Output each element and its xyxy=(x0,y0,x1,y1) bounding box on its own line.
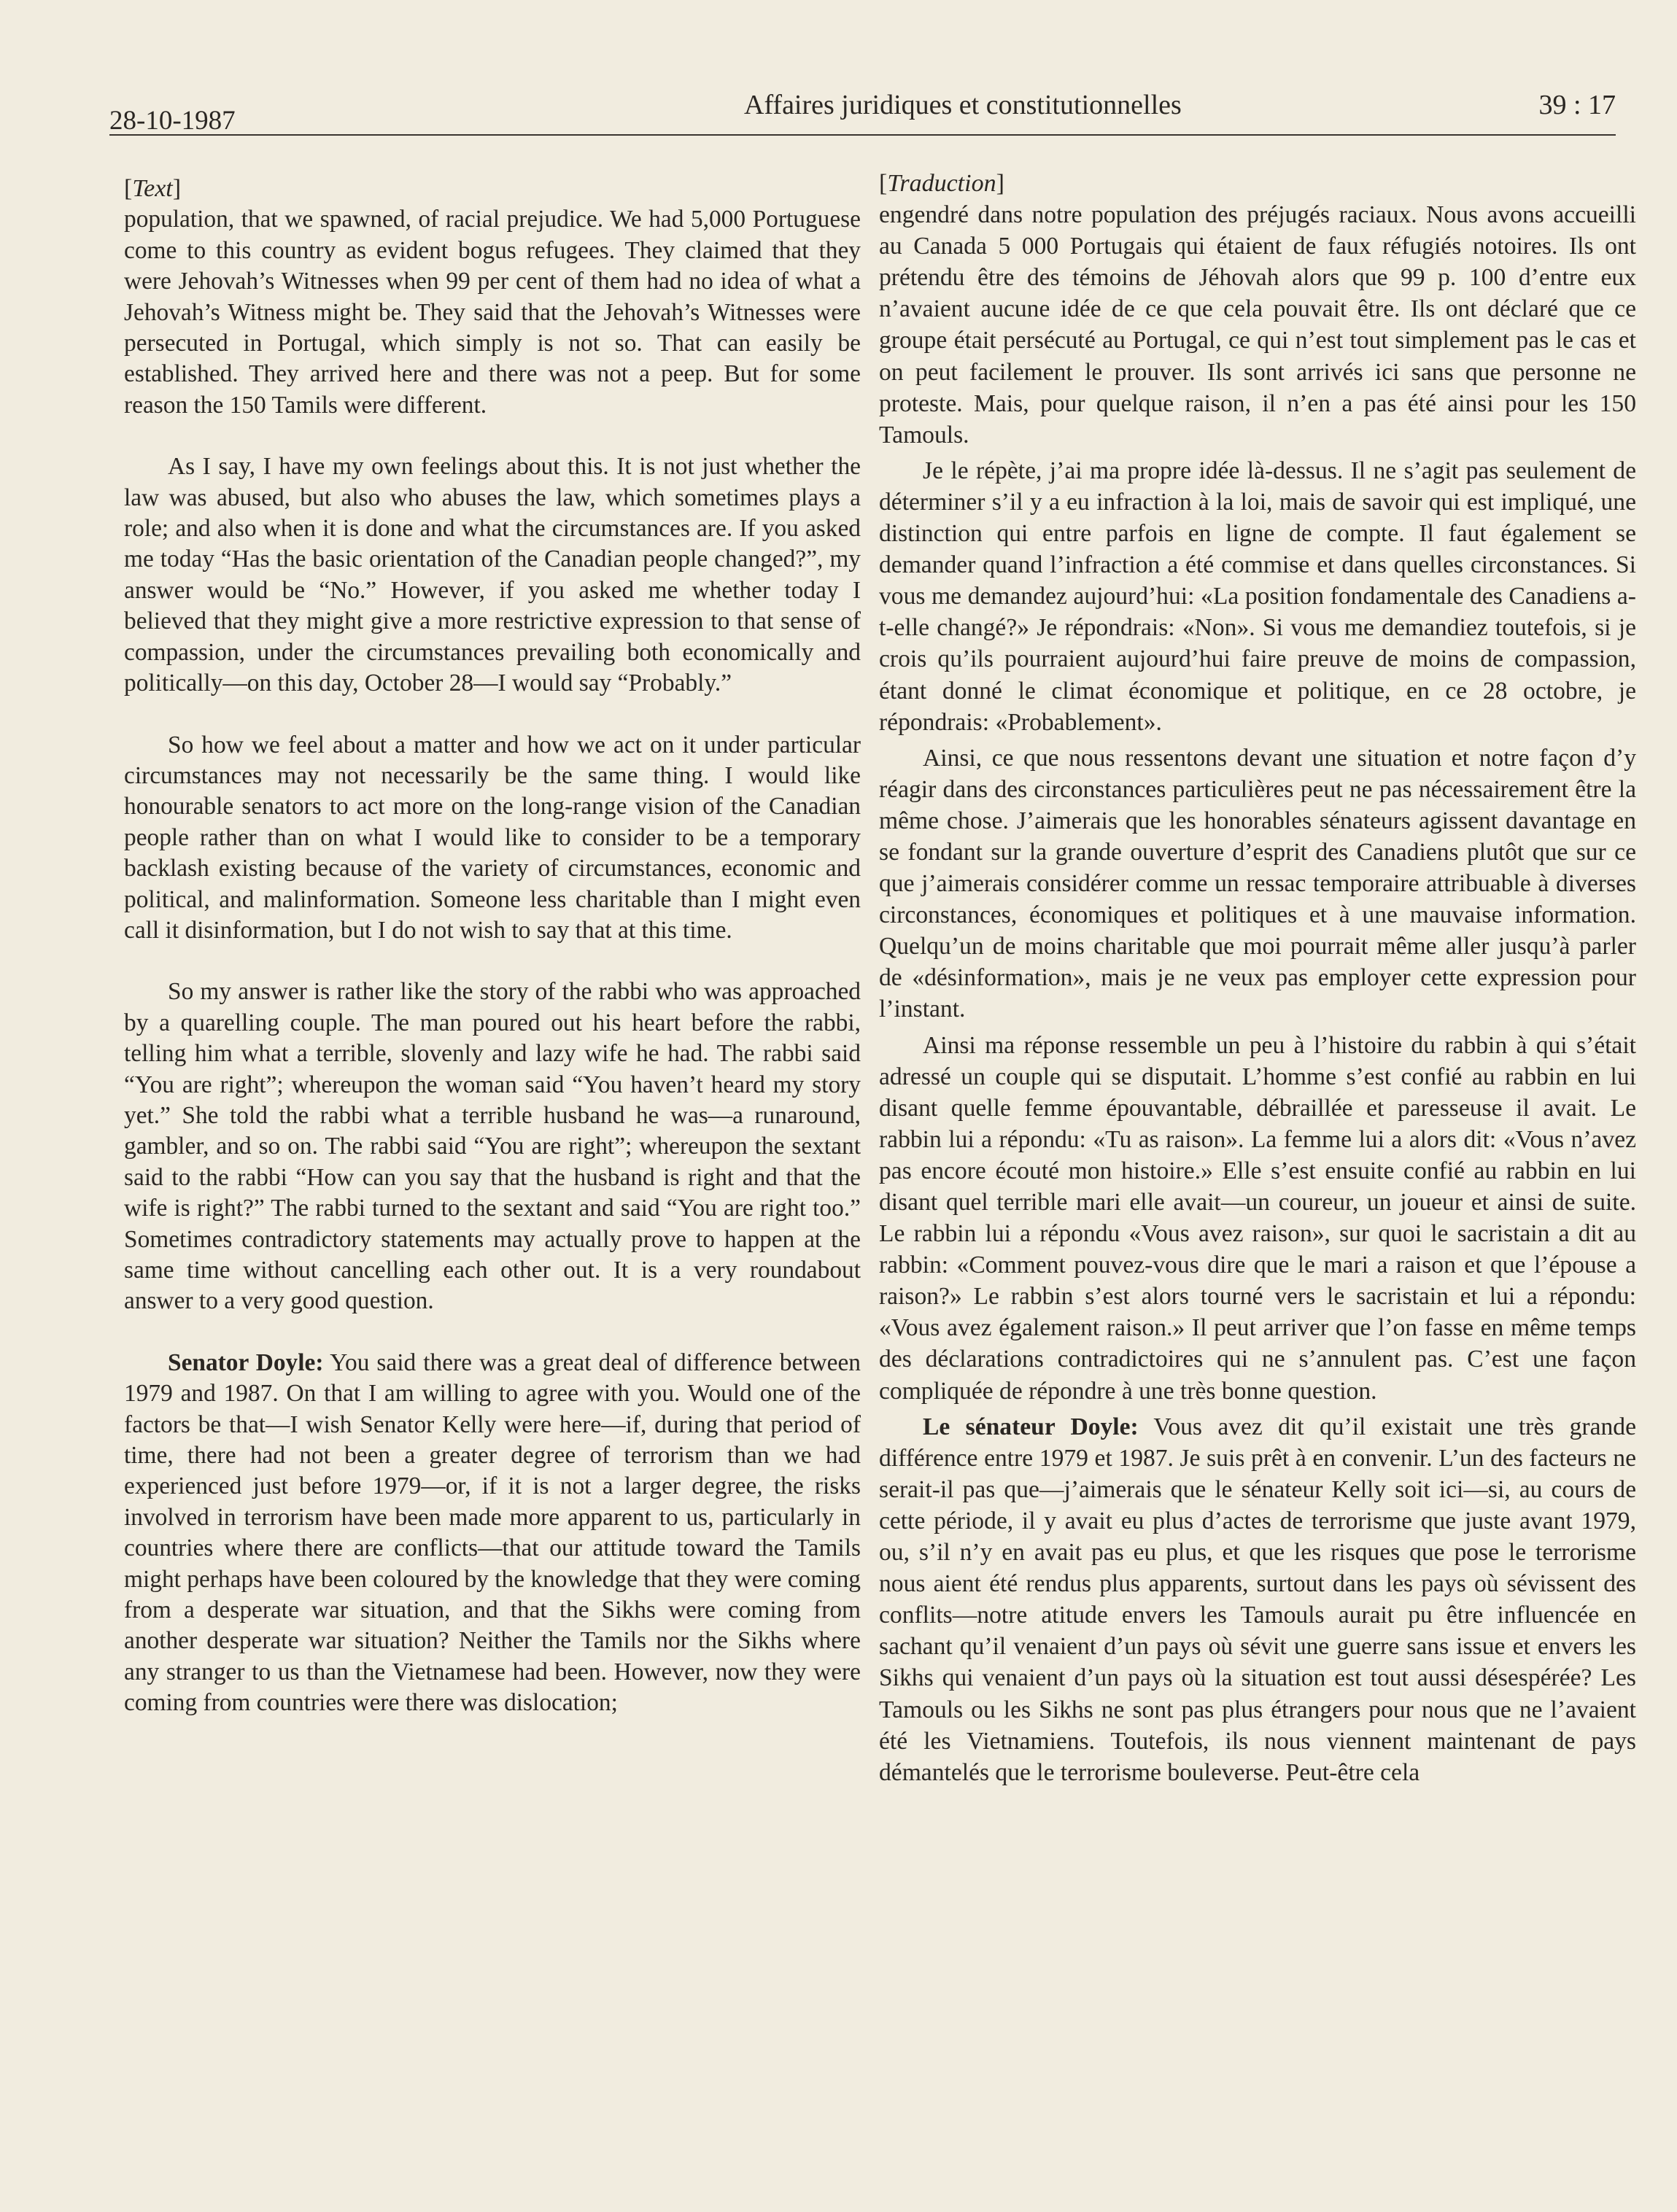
section-tag-traduction: [Traduction] xyxy=(879,170,1004,197)
speaker-name: Senator Doyle: xyxy=(168,1348,324,1376)
french-column xyxy=(879,168,1636,1788)
section-tag-text: [Text] xyxy=(124,175,182,202)
header-page-number: 39 : 17 xyxy=(1538,90,1616,120)
paragraph-fr-1: engendré dans notre population des préjugés raciaux. Nous avons accueilli au Canada 5 000 Portugais qui étaient de faux réfugiés notoires. Ils ont prétendu être des témoins de Jéhovah alors que 99 p. 100 d’entre eux n’avaient aucune idée de ce que cela pouvait être. Ils ont déclaré que ce groupe était persécuté au Portugal, ce qui n’est tout simplement pas le cas et on peut facilement le prouver. Ils sont arrivés ici sans que personne ne proteste. Mais, pour quelque raison, il n’en a pas été ainsi pour les 150 Tamouls. xyxy=(879,201,1636,449)
paragraph-en-3: So how we feel about a matter and how we act on it under particular circumstances may not necessarily be the same thing. I would like honourable senators to act more on the long-range vision of the Canadian people rather than on what I would like to consider to be a temporary backlash existing because of the variety of circumstances, economic and political, and malinformation. Someone less charitable than I might even call it disinformation, but I do not wish to say that at this time. xyxy=(124,731,861,944)
page-header xyxy=(109,89,1616,136)
paragraph-en-4: So my answer is rather like the story of the rabbi who was approached by a quarelling couple. The man poured out his heart before the rabbi, telling him what a terrible, slovenly and lazy wife he had. The rabbi said “You are right”; whereupon the woman said “You haven’t heard my story yet.” She told the rabbi what a terrible husband he was—a runaround, gambler, and so on. The rabbi said “You are right”; whereupon the sextant said to the rabbi “How can you say that the husband is right and that the wife is right?” The rabbi turned to the sextant and said “You are right too.” Sometimes contradictory statements may actually prove to happen at the same time without cancelling each other out. It is a very roundabout answer to a very good question. xyxy=(124,978,861,1315)
paragraph-en-1: population, that we spawned, of racial prejudice. We had 5,000 Portuguese come to this country as evident bogus refugees. They claimed that they were Jehovah’s Witnesses when 99 per cent of them had no idea of what a Jehovah’s Witness might be. They said that the Jehovah’s Witnesses were persecuted in Portugal, which simply is not so. That can easily be established. They arrived here and there was not a peep. But for some reason the 150 Tamils were different. xyxy=(124,206,861,419)
paragraph-en-5: Senator Doyle: You said there was a great deal of difference between 1979 and 1987. On that I am willing to agree with you. Would one of the factors be that—I wish Senator Kelly were here—if, during that period of time, there had not been a greater degree of terrorism than we had experienced just before 1979—or, if it is not a larger degree, the risks involved in terrorism have been made more apparent to us, particularly in countries where there are conflicts—that our attitude toward the Tamils might perhaps have been coloured by the knowledge that they were coming from a desperate war situation, and that the Sikhs were coming from another desperate war situation? Neither the Tamils nor the Sikhs where any stranger to us than the Vietnamese had been. However, now they were coming from countries were there was dislocation; xyxy=(124,1348,861,1717)
english-column xyxy=(124,174,861,1719)
paragraph-fr-3: Ainsi, ce que nous ressentons devant une situation et notre façon d’y réagir dans des circonstances particulières peut ne pas nécessairement être la même chose. J’aimerais que les honorables sénateurs agissent davantage en se fondant sur la grande ouverture d’esprit des Canadiens plutôt que sur ce que j’aimerais considérer comme un ressac temporaire attribuable à diverses circonstances, économiques et politiques et à une mauvaise information. Quelqu’un de moins charitable que moi pourrait même aller jusqu’à parler de «désinformation», mais je ne veux pas employer cette expression pour l’instant. xyxy=(879,744,1636,1023)
paragraph-en-2: As I say, I have my own feelings about this. It is not just whether the law was abused, but also who abuses the law, which sometimes plays a role; and also when it is done and what the circumstances are. If you asked me today “Has the basic orientation of the Canadian people changed?”, my answer would be “No.” However, if you asked me whether today I believed that they might give a more restrictive expression to that sense of compassion, under the circumstances prevailing both economically and politically—on this day, October 28—I would say “Probably.” xyxy=(124,453,861,697)
speaker-name: Le sénateur Doyle: xyxy=(923,1413,1139,1440)
header-title: Affaires juridiques et constitutionnelles xyxy=(744,90,1182,120)
header-date: 28-10-1987 xyxy=(109,106,236,136)
paragraph-fr-5: Le sénateur Doyle: Vous avez dit qu’il existait une très grande différence entre 1979 et 1987. Je suis prêt à en convenir. L’un des facteurs ne serait-il pas que—j’aimerais que le sénateur Kelly soit ici—si, au cours de cette période, il y avait eu plus d’actes de terrorisme que juste avant 1979, ou, s’il n’y en avait pas eu plus, et que les risques que pose le terrorisme nous aient été rendus plus apparents, surtout dans les pays où sévissent des conflits—notre atitude envers les Tamouls aurait pu être influencée en sachant qu’il venaient d’un pays où sévit une guerre sans issue et envers les Sikhs qui venaient d’un pays où la situation est tout aussi désespérée? Les Tamouls ou les Sikhs ne sont pas plus étrangers pour nous que ne l’avaient été les Vietnamiens. Toutefois, ils nous viennent maintenant de pays démantelés que le terrorisme bouleverse. Peut-être cela xyxy=(879,1413,1636,1786)
paragraph-fr-4: Ainsi ma réponse ressemble un peu à l’histoire du rabbin à qui s’était adressé un couple qui se disputait. L’homme s’est confié au rabbin en lui disant quelle femme épouvantable, débraillée et paresseuse il avait. Le rabbin lui a répondu: «Tu as raison». La femme lui a alors dit: «Vous n’avez pas encore écouté mon histoire.» Elle s’est ensuite confié au rabbin en lui disant quel terrible mari elle avait—un coureur, un joueur et ainsi de suite. Le rabbin lui a répondu «Vous avez raison», sur quoi le sacristain a dit au rabbin: «Comment pouvez-vous dire que le mari a raison et que l’épouse a raison?» Le rabbin s’est alors tourné vers le sacristain et lui a répondu: «Vous avez également raison.» Il peut arriver que l’on fasse en même temps des déclarations contradictoires qui ne s’annulent pas. C’est une façon compliquée de répondre à une très bonne question. xyxy=(879,1031,1636,1405)
paragraph-fr-2: Je le répète, j’ai ma propre idée là-dessus. Il ne s’agit pas seulement de déterminer s’il y a eu infraction à la loi, mais de savoir qui est impliqué, une distinction qui entre parfois en ligne de compte. Il faut également se demander quand l’infraction a été commise et dans quelles circonstances. Si vous me demandez aujourd’hui: «La position fondamentale des Canadiens a-t-elle changé?» Je répondrais: «Non». Si vous me demandiez toutefois, si je crois qu’ils pourraient aujourd’hui faire preuve de moins de compassion, étant donné le climat économique et politique, en ce 28 octobre, je répondrais: «Probablement». xyxy=(879,457,1636,736)
